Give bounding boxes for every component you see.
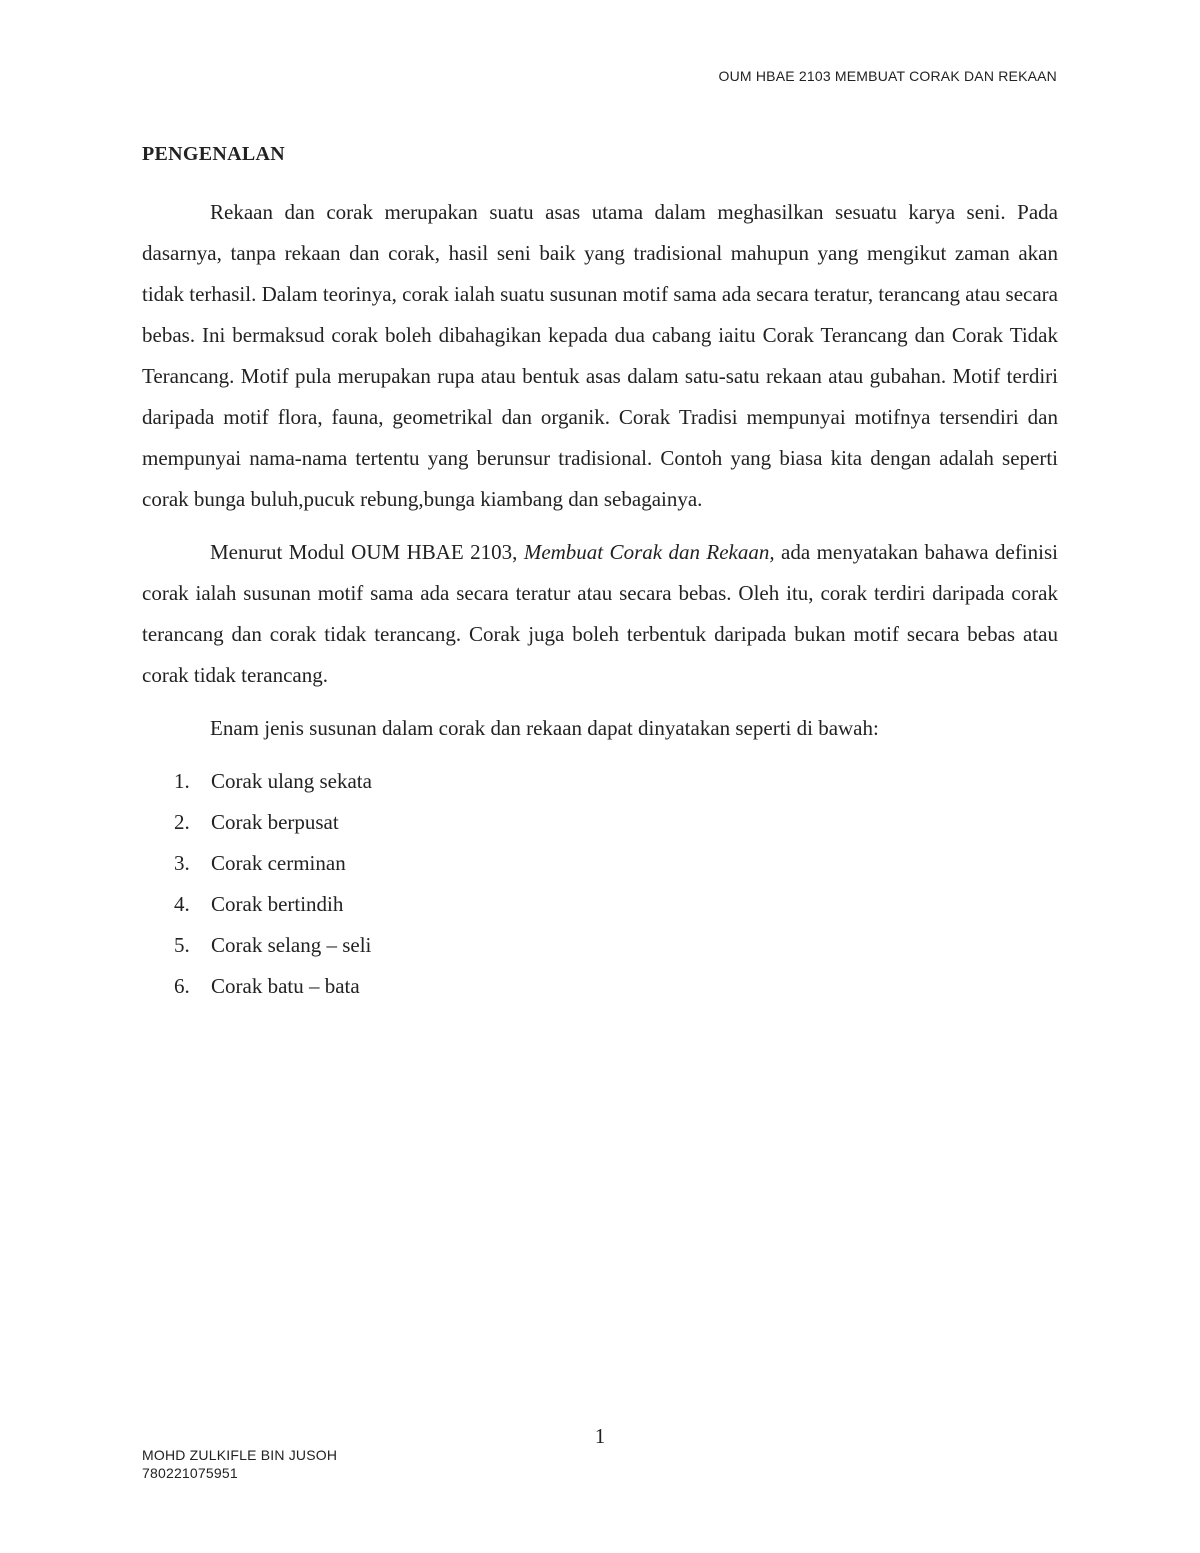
list-item [142,761,1058,802]
list-item-text: Corak ulang sekata [211,769,372,793]
section-heading: PENGENALAN [142,143,286,165]
page-number: 1 [594,1424,606,1448]
list-item-number: 5. [174,933,190,957]
list-item [142,966,1058,1007]
paragraph-2-part-2: ada menyatakan bahawa definisi corak ialah susunan motif sama ada secara teratur atau secara bebas. Oleh itu, corak terdiri daripada corak terancang dan corak tidak terancang. Corak juga boleh terbentuk daripada bukan motif secara bebas atau corak tidak terancang. [142,540,1058,687]
list-item [142,884,1058,925]
paragraph-1: Rekaan dan corak merupakan suatu asas utama dalam meghasilkan sesuatu karya seni. Pada dasarnya, tanpa rekaan dan corak, hasil seni baik yang tradisional mahupun yang mengikut zaman akan tidak terhasil. Dalam teorinya, corak ialah suatu susunan motif sama ada secara teratur, terancang atau secara bebas. Ini bermaksud corak boleh dibahagikan kepada dua cabang iaitu Corak Terancang dan Corak Tidak Terancang. Motif pula merupakan rupa atau bentuk asas dalam satu-satu rekaan atau gubahan. Motif terdiri daripada motif flora, fauna, geometrikal dan organik. Corak Tradisi mempunyai motifnya tersendiri dan mempunyai nama-nama tertentu yang berunsur tradisional. Contoh yang biasa kita dengan adalah seperti corak bunga buluh,pucuk rebung,bunga kiambang dan sebagainya. [142,200,1058,511]
list-item-text: Corak selang – seli [211,933,372,957]
document-body [142,143,1058,1007]
list-item-number: 6. [174,974,190,998]
list-item [142,925,1058,966]
author-name: MOHD ZULKIFLE BIN JUSOH [142,1447,338,1463]
list-item [142,802,1058,843]
paragraph-3: Enam jenis susunan dalam corak dan rekaan dapat dinyatakan seperti di bawah: [210,716,879,740]
list-item [142,843,1058,884]
list-item-text: Corak batu – bata [211,974,360,998]
page-footer [142,1446,337,1482]
list-item-number: 3. [174,851,190,875]
page-header: OUM HBAE 2103 MEMBUAT CORAK DAN REKAAN [718,68,1057,84]
module-title-italic: Membuat Corak dan Rekaan, [523,540,775,564]
list-item-number: 1. [174,769,190,793]
list-item-number: 4. [174,892,190,916]
paragraph-2-part-1: Menurut Modul OUM HBAE 2103, [210,540,524,564]
list-item-text: Corak berpusat [211,810,339,834]
list-item-number: 2. [174,810,190,834]
paragraph-2 [142,532,1058,696]
author-id: 780221075951 [142,1465,238,1481]
pattern-type-list [142,761,1058,1007]
list-item-text: Corak bertindih [211,892,344,916]
list-item-text: Corak cerminan [211,851,346,875]
